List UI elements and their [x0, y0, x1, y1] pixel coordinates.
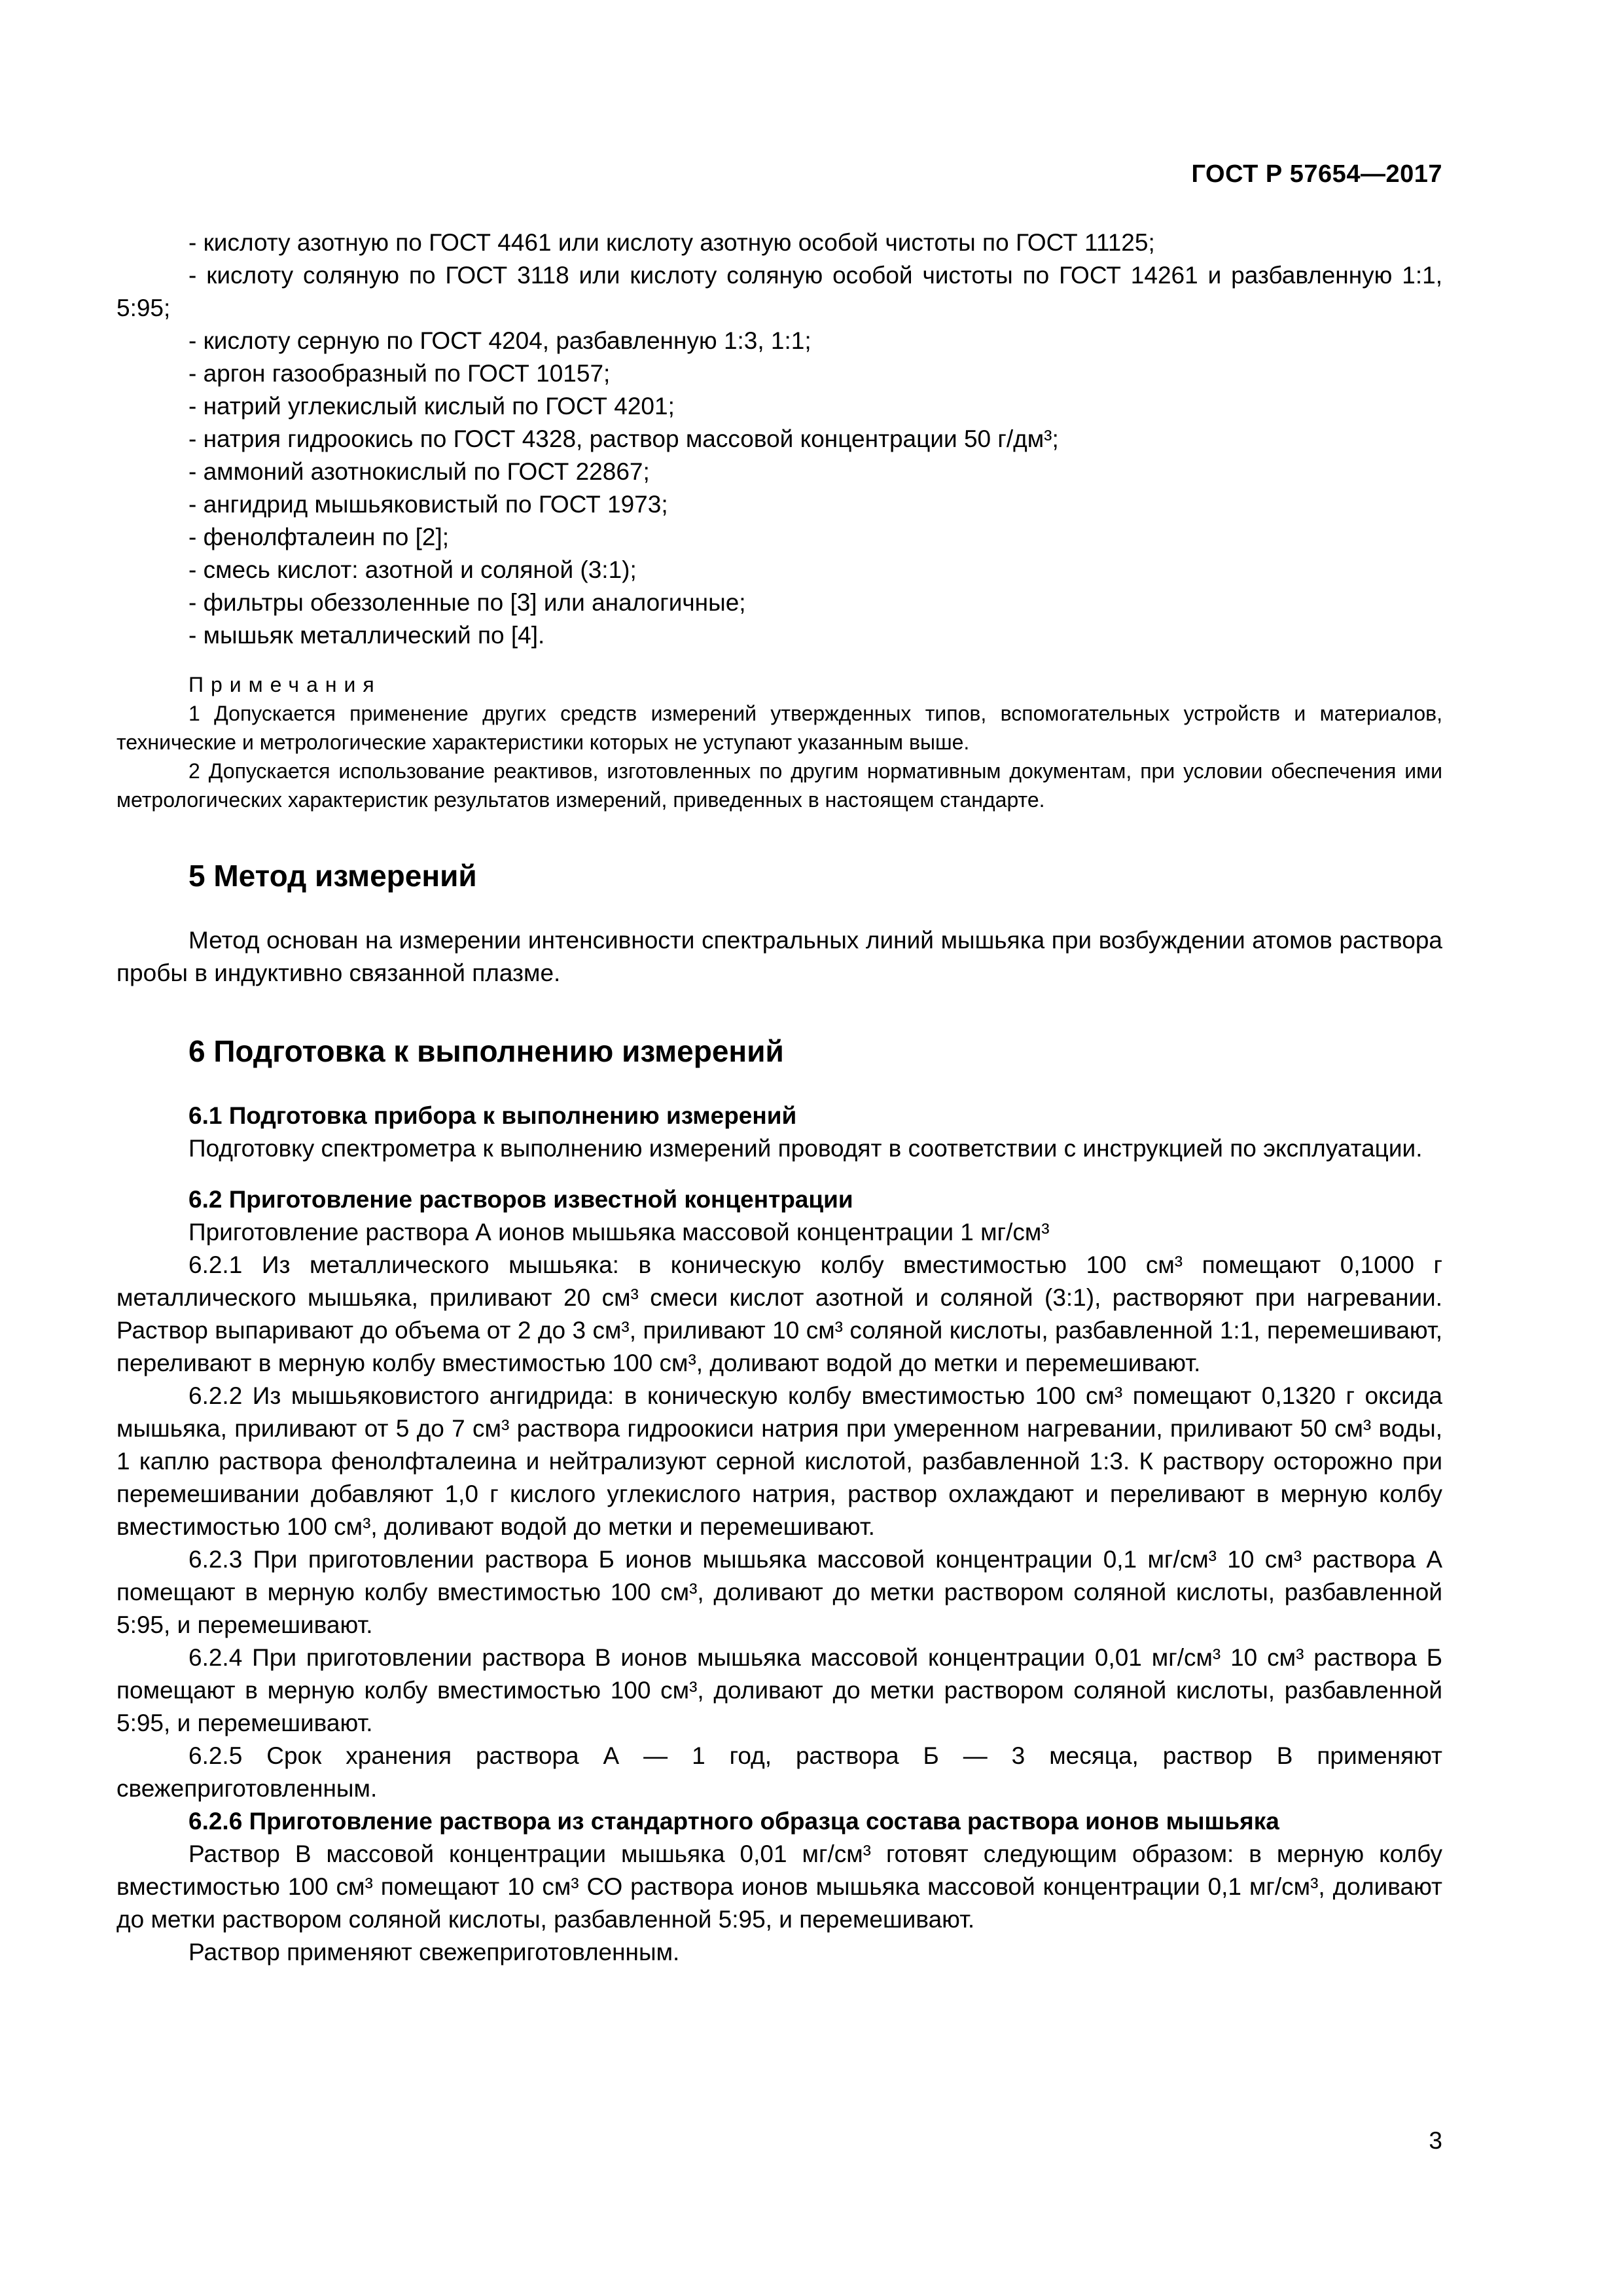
subsection-6-1-heading: 6.1 Подготовка прибора к выполнению измерений	[188, 1102, 797, 1129]
list-item: - фенолфталеин по [2];	[188, 524, 450, 550]
note-item: 2 Допускается использование реактивов, изготовленных по другим нормативным документам, при условии обеспечения ими метрологических характеристик результатов измерений, приведенных в настоящем стандарте.	[116, 759, 1442, 812]
notes-block	[116, 670, 1442, 814]
materials-list	[116, 226, 1442, 652]
list-item: - натрия гидроокись по ГОСТ 4328, раствор массовой концентрации 50 г/дм³;	[188, 425, 1059, 452]
subsection-6-2-heading: 6.2 Приготовление растворов известной концентрации	[188, 1186, 853, 1213]
paragraph-6-2-6-final: Раствор применяют свежеприготовленным.	[188, 1939, 680, 1965]
list-item: - смесь кислот: азотной и соляной (3:1);	[188, 556, 637, 583]
subsection-6-2-6-heading: 6.2.6 Приготовление раствора из стандартного образца состава раствора ионов мышьяка	[188, 1808, 1279, 1835]
note-item: 1 Допускается применение других средств измерений утвержденных типов, вспомогательных устройств и материалов, технические и метрологические характеристики которых не уступают указанным выше.	[116, 702, 1442, 754]
page-content	[116, 226, 1442, 1969]
paragraph-6-2-3: 6.2.3 При приготовлении раствора Б ионов мышьяка массовой концентрации 0,1 мг/см³ 10 см³ раствора А помещают в мерную колбу вместимостью 100 см³, доливают до метки раствором соляной кислоты, разбавленной 5:95, и перемешивают.	[116, 1546, 1442, 1638]
list-item: - кислоту азотную по ГОСТ 4461 или кислоту азотную особой чистоты по ГОСТ 11125;	[188, 229, 1155, 256]
notes-title: Примечания	[188, 673, 382, 696]
section-5-heading: 5 Метод измерений	[188, 859, 477, 893]
paragraph-6-2-4: 6.2.4 При приготовлении раствора В ионов мышьяка массовой концентрации 0,01 мг/см³ 10 см³ раствора Б помещают в мерную колбу вместимостью 100 см³, доливают до метки раствором соляной кислоты, разбавленной 5:95, и перемешивают.	[116, 1644, 1442, 1736]
section-6-heading: 6 Подготовка к выполнению измерений	[188, 1034, 784, 1068]
section-5-text: Метод основан на измерении интенсивности спектральных линий мышьяка при возбуждении атомов раствора пробы в индуктивно связанной плазме.	[116, 927, 1442, 986]
list-item: - аргон газообразный по ГОСТ 10157;	[188, 360, 611, 387]
list-item: - кислоту серную по ГОСТ 4204, разбавленную 1:3, 1:1;	[188, 327, 812, 354]
list-item: - мышьяк металлический по [4].	[188, 622, 545, 649]
paragraph-6-2-5: 6.2.5 Срок хранения раствора А — 1 год, раствора Б — 3 месяца, раствор В применяют свежеприготовленным.	[116, 1742, 1442, 1802]
paragraph-6-2-6: Раствор В массовой концентрации мышьяка 0,01 мг/см³ готовят следующим образом: в мерную колбу вместимостью 100 см³ помещают 10 см³ СО раствора ионов мышьяка массовой концентрации 0,1 мг/см³, доливают до метки раствором соляной кислоты, разбавленной 5:95, и перемешивают.	[116, 1840, 1442, 1933]
paragraph-6-2-2: 6.2.2 Из мышьяковистого ангидрида: в коническую колбу вместимостью 100 см³ помещают 0,1320 г оксида мышьяка, приливают от 5 до 7 см³ раствора гидроокиси натрия при умеренном нагревании, приливают 50 см³ воды, 1 каплю раствора фенолфталеина и нейтрализуют серной кислотой, разбавленной 1:3. К раствору осторожно при перемешивании добавляют 1,0 г кислого углекислого натрия, раствор охлаждают и переливают в мерную колбу вместимостью 100 см³, доливают водой до метки и перемешивают.	[116, 1382, 1442, 1540]
document-code: ГОСТ Р 57654—2017	[1191, 160, 1442, 188]
subsection-6-1-text: Подготовку спектрометра к выполнению измерений проводят в соответствии с инструкцией по эксплуатации.	[188, 1135, 1423, 1162]
paragraph-6-2-1: 6.2.1 Из металлического мышьяка: в коническую колбу вместимостью 100 см³ помещают 0,1000 г металлического мышьяка, приливают 20 см³ смеси кислот азотной и соляной (3:1), растворяют при нагревании. Раствор выпаривают до объема от 2 до 3 см³, приливают 10 см³ соляной кислоты, разбавленной 1:1, перемешивают, переливают в мерную колбу вместимостью 100 см³, доливают водой до метки и перемешивают.	[116, 1251, 1442, 1376]
subsection-6-2-intro: Приготовление раствора А ионов мышьяка массовой концентрации 1 мг/см³	[188, 1219, 1050, 1246]
list-item: - аммоний азотнокислый по ГОСТ 22867;	[188, 458, 650, 485]
page-number: 3	[1429, 2127, 1442, 2154]
list-item: - фильтры обеззоленные по [3] или аналогичные;	[188, 589, 746, 616]
list-item: - натрий углекислый кислый по ГОСТ 4201;	[188, 393, 675, 420]
list-item: - ангидрид мышьяковистый по ГОСТ 1973;	[188, 491, 668, 518]
list-item: - кислоту соляную по ГОСТ 3118 или кислоту соляную особой чистоты по ГОСТ 14261 и разбавленную 1:1, 5:95;	[116, 262, 1442, 321]
